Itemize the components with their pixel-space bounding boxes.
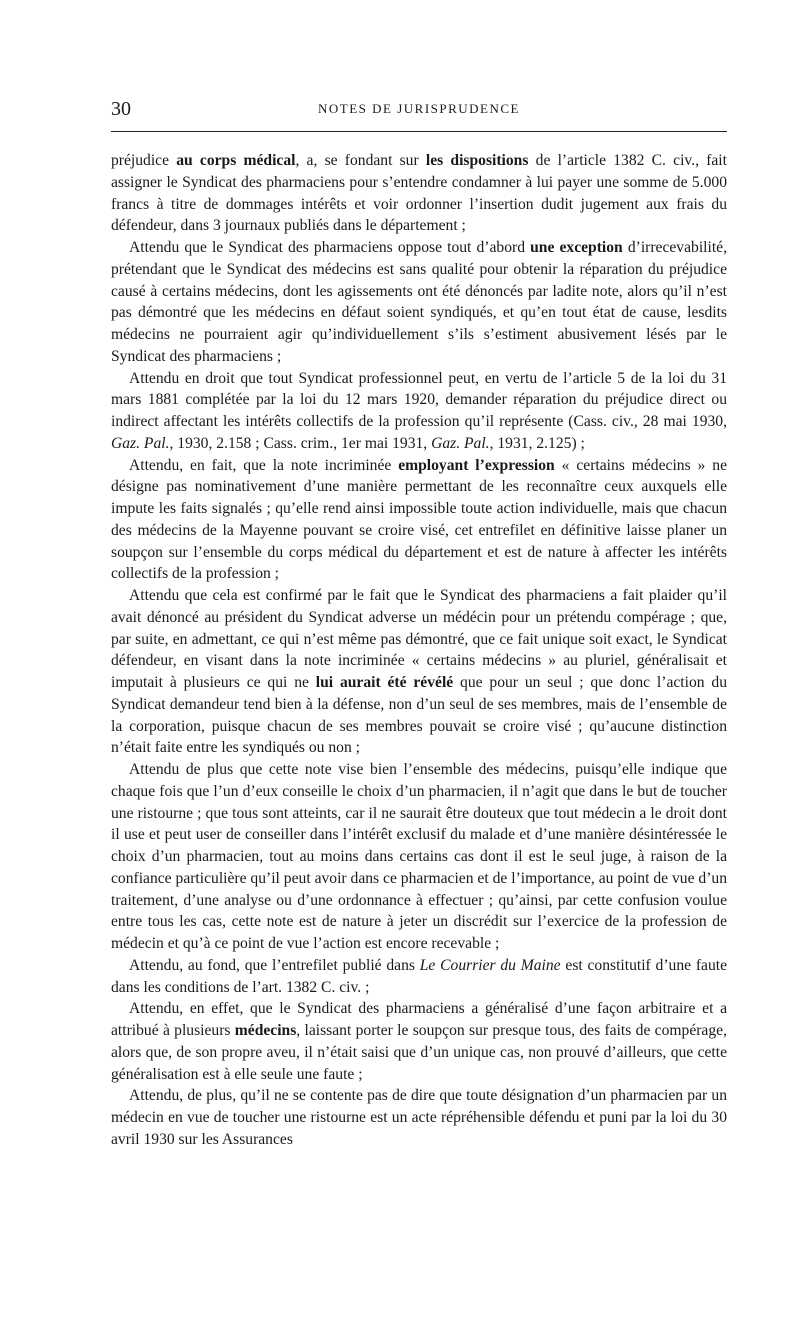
paragraph — [111, 368, 727, 455]
italic-text: Gaz. Pal. — [431, 434, 490, 452]
body-text — [111, 150, 727, 1151]
text-run: , 1930, 2.158 ; Cass. crim., 1er mai 1931, — [169, 434, 432, 452]
bold-text: lui aurait été révélé — [315, 674, 454, 691]
text-run: Attendu que cela est confirmé par le fait que le Syndicat des pharmaciens a fait plaider qu’il avait dénoncé au président du Syndicat adverse un médécin pour un prétendu compérage ; que, par suite, en admettant, ce qui n’est même pas démontré, que ce fait unique soit exact, le Syndicat défendeur, en visant dans la note incriminée « certains médecins » au pluriel, généralisait et imputait à plusieurs ce qui ne — [111, 587, 727, 691]
paragraph — [111, 1085, 727, 1150]
bold-text: une exception — [530, 239, 623, 256]
text-run: « certains médecins » ne désigne pas nominativement d’une manière permettant de les reconnaître ceux auxquels elle impute les faits signalés ; qu’elle rend ainsi impossible toute action individuelle, mais que chacun des médecins de la Mayenne pouvant se croire visé, cet entrefilet en définitive laisse planer un soupçon sur l’ensemble du corps médical du département et est de nature à affecter les intérêts collectifs de la profession ; — [111, 456, 727, 583]
text-run: Attendu, au fond, que l’entrefilet publié dans — [129, 956, 420, 974]
paragraph — [111, 955, 727, 999]
paragraph — [111, 455, 727, 586]
text-run: Attendu, en fait, que la note incriminée — [129, 456, 399, 474]
text-run: Attendu de plus que cette note vise bien l’ensemble des médecins, puisqu’elle indique que chaque fois que l’un d’eux conseille le choix d’un pharmacien, il n’agit que dans le but de toucher une ristourne ; que tous sont atteints, car il ne saurait être douteux que tout médecin a le droit dont il use et peut user de conseiller dans l’intérêt exclusif du malade et d’une manière désintéressée le choix d’un pharmacien, tout au moins dans certains cas dont il est le seul juge, à raison de la confiance particulière qu’il peut avoir dans ce pharmacien et de l’importance, au point de vue d’un traitement, d’une analyse ou d’une ordonnance à effectuer ; qu’ainsi, par cette confusion voulue entre tous les cas, cette note est de nature à jeter un discrédit sur l’exercice de la profession de médecin et qu’à ce point de vue l’action est encore recevable ; — [111, 761, 727, 952]
paragraph — [111, 585, 727, 759]
paragraph — [111, 150, 727, 237]
page-header — [111, 94, 727, 124]
text-run: d’irrecevabilité, prétendant que le Syndicat des médecins est sans qualité pour obtenir la réparation du préjudice causé à certains médecins, dont les agissements ont été dénoncés par ladite note, alors qu’il n’est pas démontré que les médecins en défaut soient syndiqués, et qu’en tout état de cause, lesdits médecins ne pourraient agir qu’individuellement s’ils s’estiment abusivement lésés par le Syndicat des pharmaciens ; — [111, 239, 727, 365]
bold-text: employant l’expression — [398, 456, 555, 474]
paragraph — [111, 759, 727, 955]
bold-text: médecins — [234, 1022, 297, 1039]
text-run: Attendu que le Syndicat des pharmaciens oppose tout d’abord — [129, 239, 531, 256]
text-run: que pour un seul ; que donc l’action du Syndicat demandeur tend bien à la défense, non d’un seul de ses membres, mais de l’ensemble de la corporation, puisque chacun de ses membres pouvait se croire visé ; qu’aucune distinction n’était faite entre les syndiqués ou non ; — [111, 674, 727, 757]
header-rule — [111, 131, 727, 132]
text-run: préjudice — [111, 152, 177, 169]
text-run: Attendu, en effet, que le Syndicat des pharmaciens a généralisé d’une façon arbitraire et a attribué à plusieurs — [111, 1000, 727, 1039]
page-number: 30 — [111, 98, 131, 120]
text-run: , 1931, 2.125) ; — [489, 434, 585, 452]
text-run: de l’article 1382 C. civ., fait assigner le Syndicat des pharmaciens pour s’entendre condamner à lui payer une somme de 5.000 francs à titre de dommages intérêts et voir ordonner l’insertion dudit jugement aux frais du défendeur, dans 3 journaux publiés dans le département ; — [111, 152, 727, 235]
paragraph — [111, 998, 727, 1085]
bold-text: les dispositions — [425, 152, 529, 169]
paragraph — [111, 237, 727, 368]
running-head: NOTES DE JURISPRUDENCE — [317, 101, 520, 116]
text-run: Attendu, de plus, qu’il ne se contente pas de dire que toute désignation d’un pharmacien par un médecin en vue de toucher une ristourne est un acte répréhensible défendu et puni par la loi du 30 avril 1930 sur les Assurances — [111, 1087, 727, 1148]
bold-text: au corps médical — [176, 152, 296, 169]
italic-text: Le Courrier du Maine — [419, 956, 561, 974]
text-run: , laissant porter le soupçon sur presque tous, des faits de compérage, alors que, de son propre aveu, il n’était saisi que d’un unique cas, non prouvé d’ailleurs, que cette généralisation est à elle seule une faute ; — [111, 1022, 727, 1083]
italic-text: Gaz. Pal. — [111, 434, 170, 452]
text-run: est constitutif d’une faute dans les conditions de l’art. 1382 C. civ. ; — [111, 956, 727, 996]
text-run: Attendu en droit que tout Syndicat professionnel peut, en vertu de l’article 5 de la loi du 31 mars 1881 complétée par la loi du 12 mars 1920, demander réparation du préjudice direct ou indirect affectant les intérêts collectifs de la profession qu’il représente (Cass. civ., 28 mai 1930, — [111, 369, 727, 430]
text-run: , a, se fondant sur — [295, 152, 426, 169]
